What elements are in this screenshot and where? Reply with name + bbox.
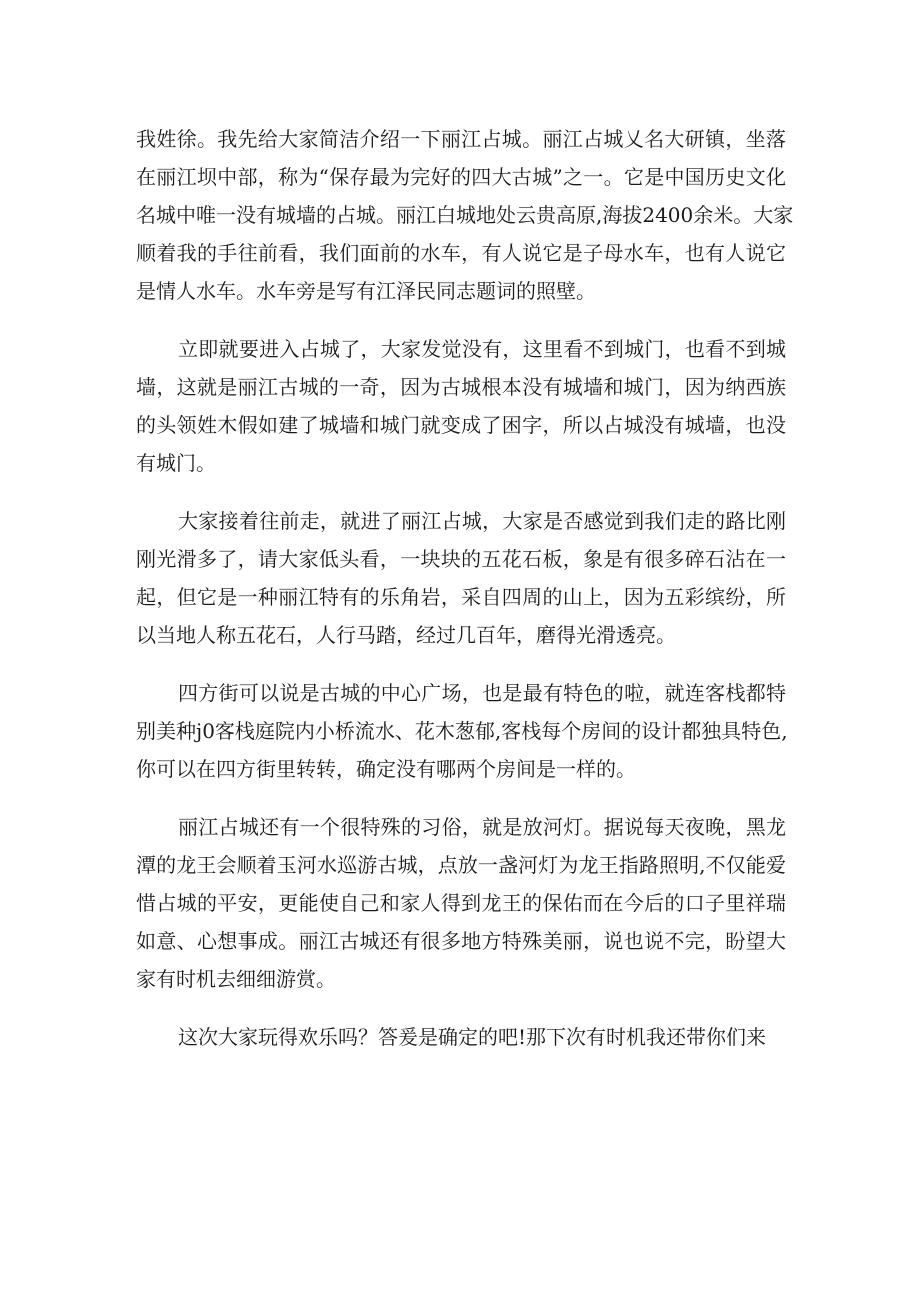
paragraph-city-wall bbox=[136, 330, 786, 482]
paragraph-gap bbox=[136, 654, 786, 674]
paragraph-sifang-street bbox=[136, 674, 786, 788]
paragraph-gap bbox=[136, 788, 786, 808]
text-line: 以当地人称五花石，人行马踏，经过几百年，磨得光滑透亮。 bbox=[136, 623, 676, 647]
text-line: 立即就要进入占城了，大家发觉没有，这里看不到城门，也看不到城 bbox=[178, 337, 786, 361]
text-line: 四方街可以说是古城的中心广场，也是最有特色的啦，就连客栈都特 bbox=[178, 681, 786, 705]
paragraph-stone-road bbox=[136, 502, 786, 654]
body-text bbox=[136, 120, 794, 1056]
text-line: 是情人水车。水车旁是写有江泽民同志题词的照壁。 bbox=[136, 279, 596, 303]
paragraph-river-lantern bbox=[136, 808, 786, 998]
text-line: 如意、心想事成。丽江古城还有很多地方特殊美丽，说也说不完，盼望大 bbox=[136, 929, 786, 953]
text-line: 我姓徐。我先给大家简洁介绍一下丽江占城。丽江占城乂名大研镇，坐落 bbox=[136, 127, 786, 151]
text-line: 大家接着往前走，就进了丽江占城，大家是否感觉到我们走的路比刚 bbox=[178, 509, 786, 533]
paragraph-gap bbox=[136, 482, 786, 502]
paragraph-closing bbox=[136, 1018, 786, 1056]
text-line: 起，但它是一种丽江特有的乐角岩，采自四周的山上，因为五彩缤纷，所 bbox=[136, 585, 786, 609]
text-line: 这次大家玩得欢乐吗？答爰是确定的吧!那下次有时机我还带你们来 bbox=[178, 1025, 767, 1049]
text-line: 家有时机去细细游赏。 bbox=[136, 967, 336, 991]
text-line: 惜占城的平安，更能使自己和家人得到龙王的保佑而在今后的口子里祥瑞 bbox=[136, 891, 786, 915]
text-line: 刚光滑多了，请大家低头看，一块块的五花石板，象是有很多碎石沾在一 bbox=[136, 547, 786, 571]
text-line: 名城中唯一没有城墙的占城。丽江白城地处云贵高原,海拔2400余米。大家 bbox=[136, 203, 794, 227]
paragraph-gap bbox=[136, 310, 786, 330]
paragraph-intro bbox=[136, 120, 794, 310]
text-line: 潭的龙王会顺着玉河水巡游古城，点放一盏河灯为龙王指路照明,不仅能爱 bbox=[136, 853, 786, 877]
text-line: 丽江占城还有一个很特殊的习俗，就是放河灯。据说每天夜晚，黑龙 bbox=[178, 815, 786, 839]
text-line: 在丽江坝中部，称为“保存最为完好的四大古城”之一。它是中国历史文化 bbox=[136, 165, 786, 189]
text-line: 墙，这就是丽江古城的一奇，因为古城根本没有城墙和城门，因为纳西族 bbox=[136, 375, 786, 399]
text-line: 有城门。 bbox=[136, 451, 216, 475]
paragraph-gap bbox=[136, 998, 786, 1018]
text-line: 的头领姓木假如建了城墙和城门就变成了困字，所以占城没有城墙，也没 bbox=[136, 413, 786, 437]
text-line: 顺着我的手往前看，我们面前的水车，有人说它是子母水车，也有人说它 bbox=[136, 241, 786, 265]
text-line: 别美种j0客栈庭院内小桥流水、花木葱郁,客栈每个房间的设计都独具特色, bbox=[136, 719, 788, 743]
text-line: 你可以在四方街里转转，确定没有哪两个房间是一样的。 bbox=[136, 757, 636, 781]
